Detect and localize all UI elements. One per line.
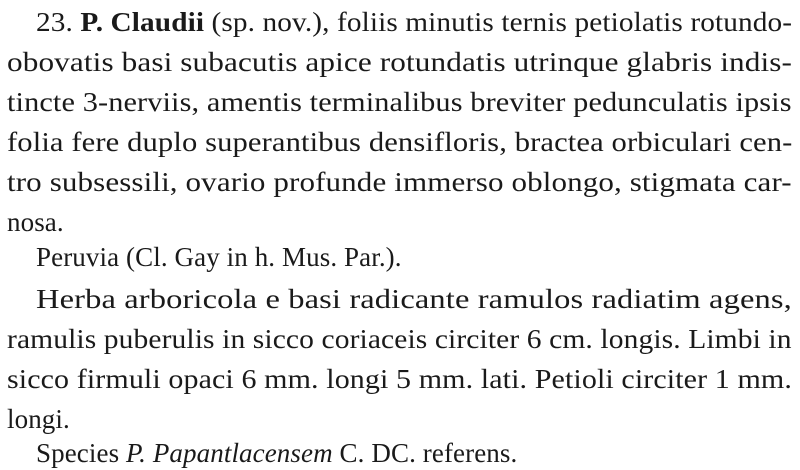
entry-line-3: tincte 3-nerviis, amentis terminalibus breviter pedunculatis ipsis: [7, 87, 792, 117]
description-line-2: ramulis puberulis in sicco coriaceis circiter 6 cm. longis. Limbi in: [7, 324, 792, 354]
entry-line-6: nosa.: [7, 207, 64, 237]
reference-prefix: Species: [36, 438, 127, 468]
description-line-4: longi.: [7, 404, 70, 434]
entry-number: 23.: [36, 7, 73, 37]
reference-species: P. Papantlacensem: [126, 438, 333, 468]
species-name: P. Claudii: [80, 7, 205, 37]
description-line-1: Herba arboricola e basi radicante ramulos radiatim agens,: [36, 284, 792, 314]
entry-line-4: folia fere duplo superantibus densifloris, bractea orbiculari cen-: [7, 127, 793, 157]
reference-suffix: C. DC. referens.: [332, 438, 518, 468]
entry-line-1: [36, 5, 792, 39]
entry-line-2: obovatis basi subacutis apice rotundatis utrinque glabris indis-: [7, 47, 793, 77]
reference-line: [36, 436, 517, 470]
entry-text: (sp. nov.), foliis minutis ternis petiolatis rotundo-: [204, 7, 793, 37]
locality-line: Peruvia (Cl. Gay in h. Mus. Par.).: [36, 242, 402, 272]
entry-line-5: tro subsessili, ovario profunde immerso oblongo, stigmata car-: [7, 167, 792, 197]
description-line-3: sicco firmuli opaci 6 mm. longi 5 mm. lati. Petioli circiter 1 mm.: [7, 364, 792, 394]
